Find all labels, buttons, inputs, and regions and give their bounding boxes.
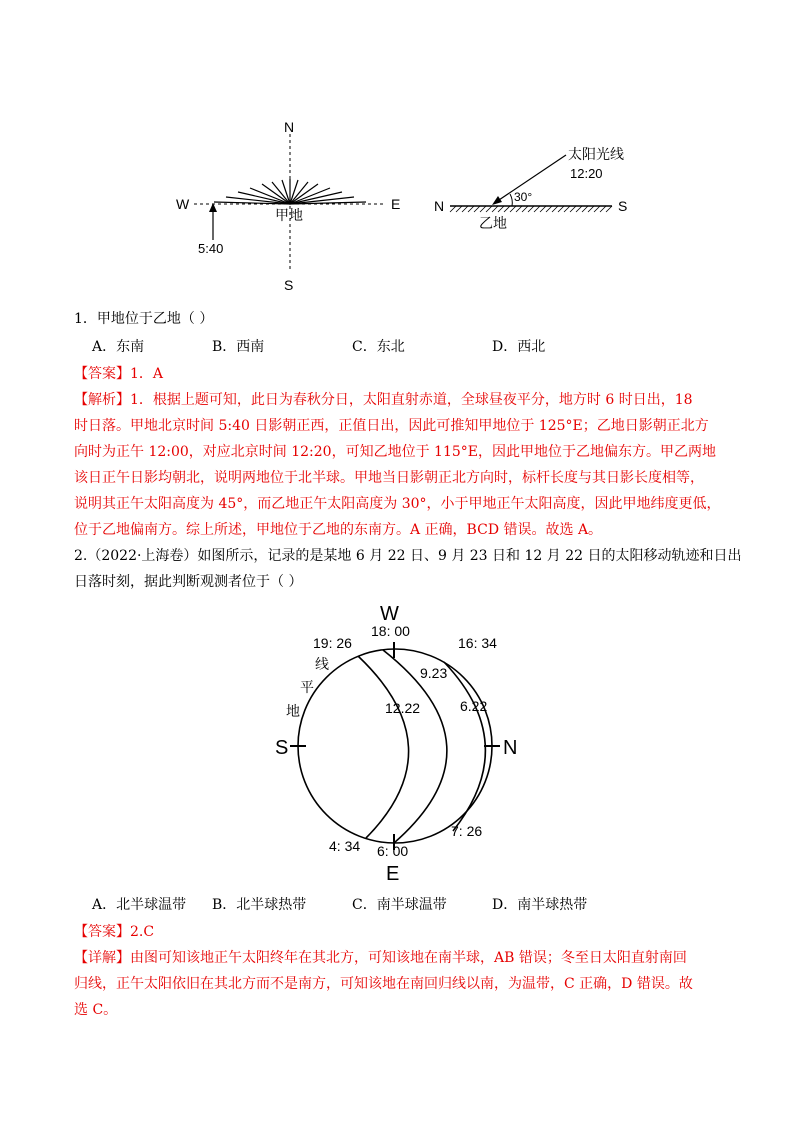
q2-analysis-line: 选 C。 xyxy=(74,1002,118,1018)
horizon-label-char: 线 xyxy=(315,656,329,672)
q2-stem-line: 2.（2022·上海卷）如图所示，记录的是某地 6 月 22 日、9 月 23 日和 12 月 22 日的太阳移动轨迹和日出 xyxy=(74,548,742,564)
ray-time: 12:20 xyxy=(570,166,603,181)
place-yidi: 乙地 xyxy=(479,215,507,231)
time-726: 7: 26 xyxy=(451,823,483,839)
q1-answer: 【答案】1．A xyxy=(74,366,164,382)
q1-analysis-line: 说明其正午太阳高度为 45°，而乙地正午太阳高度为 30°，小于甲地正午太阳高度，因此甲地纬度更低， xyxy=(74,496,721,512)
time-1926: 19: 26 xyxy=(313,635,352,651)
ray-label: 太阳光线 xyxy=(568,146,624,162)
time-1800: 18: 00 xyxy=(371,623,410,639)
arrow-head-icon xyxy=(209,203,217,212)
time-540: 5:40 xyxy=(198,241,224,256)
time-434: 4: 34 xyxy=(329,838,361,854)
angle-arc xyxy=(510,194,512,206)
sun-path-figure xyxy=(270,598,540,888)
q1-option-b: B．西南 xyxy=(212,339,265,355)
angle-label: 30° xyxy=(514,190,533,204)
q1-analysis-line: 时日落。甲地北京时间 5:40 日影朝正西，正值日出，因此可推知甲地位于 125°E；乙地日影朝正北方 xyxy=(74,418,709,434)
q1-option-c: C．东北 xyxy=(352,339,405,355)
q2-option-a: A．北半球温带 xyxy=(92,897,187,913)
north-label: N xyxy=(434,198,445,214)
q1-option-d: D．西北 xyxy=(492,339,546,355)
place-jiadi: 甲地 xyxy=(275,207,303,223)
q2-option-b: B．北半球热带 xyxy=(212,897,307,913)
label-9-23: 9.23 xyxy=(420,665,448,681)
south-label: S xyxy=(618,198,628,214)
q1-option-a: A．东南 xyxy=(92,339,145,355)
q2-options xyxy=(92,895,587,915)
q2-option-d: D．南半球热带 xyxy=(492,897,588,913)
q2-analysis-line: 【详解】由图可知该地正午太阳终年在其北方，可知该地在南半球，AB 错误；冬至日太阳直射南回 xyxy=(74,950,687,966)
east-label: E xyxy=(386,863,400,885)
time-1634: 16: 34 xyxy=(458,635,497,651)
q2-stem-line: 日落时刻，据此判断观测者位于（ ） xyxy=(74,574,303,590)
label-12-22: 12.22 xyxy=(385,700,421,716)
label-6-22: 6.22 xyxy=(460,698,488,714)
horizon-label-char: 平 xyxy=(300,679,314,695)
q1-stem: 1．甲地位于乙地（ ） xyxy=(74,311,214,327)
jiadi-shadow-figure xyxy=(170,112,410,297)
q1-options xyxy=(92,337,545,357)
yidi-sunray-figure xyxy=(430,140,640,240)
path-12-22 xyxy=(358,656,409,838)
north-label: N xyxy=(503,737,518,759)
q2-answer: 【答案】2.C xyxy=(74,924,155,940)
east-label: E xyxy=(391,196,401,212)
q2-analysis-line: 归线，正午太阳依旧在其北方而不是南方，可知该地在南回归线以南，为温带，C 正确，D 错误。故 xyxy=(74,976,693,992)
north-label: N xyxy=(284,119,295,135)
south-label: S xyxy=(284,277,294,293)
q1-analysis-line: 【解析】1．根据上题可知，此日为春秋分日，太阳直射赤道，全球昼夜平分，地方时 6 时日出，18 xyxy=(74,392,693,408)
horizon-label-char: 地 xyxy=(286,703,300,719)
q1-analysis-line: 向时为正午 12:00，对应北京时间 12:20，可知乙地位于 115°E，因此甲地位于乙地偏东方。甲乙两地 xyxy=(74,444,716,460)
time-600: 6: 00 xyxy=(377,843,409,859)
q1-analysis-line: 该日正午日影均朝北，说明两地位于北半球。甲地当日影朝正北方向时，标杆长度与其日影长度相等， xyxy=(74,470,704,486)
path-6-22 xyxy=(444,662,488,831)
west-label: W xyxy=(176,196,190,212)
q1-analysis-line: 位于乙地偏南方。综上所述，甲地位于乙地的东南方。A 正确，BCD 错误。故选 A。 xyxy=(74,522,603,538)
south-label: S xyxy=(275,737,289,759)
shadow-lines xyxy=(214,179,366,204)
ray-arrow-icon xyxy=(492,196,502,205)
horizon-circle xyxy=(298,649,492,843)
ground-hatch xyxy=(450,206,612,212)
q2-option-c: C．南半球温带 xyxy=(352,897,447,913)
west-label: W xyxy=(380,603,399,625)
